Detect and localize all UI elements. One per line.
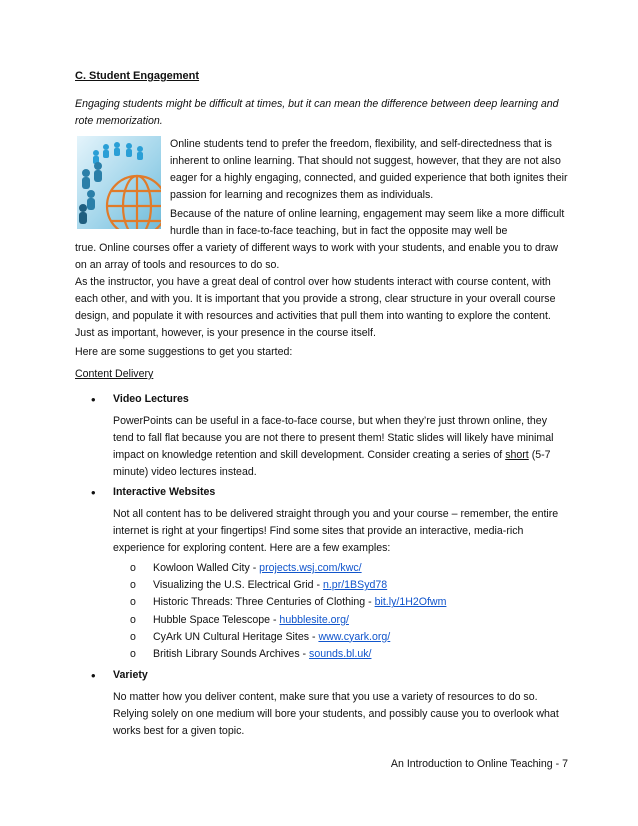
section-intro: Engaging students might be difficult at times, but it can mean the difference between deep learning and rote memorization. — [75, 98, 559, 127]
list-item — [130, 629, 446, 646]
example-label: Hubble Space Telescope - — [153, 613, 280, 626]
section-heading: C. Student Engagement — [75, 70, 200, 82]
example-link[interactable]: hubblesite.org/ — [279, 613, 349, 626]
example-label: Visualizing the U.S. Electrical Grid - — [153, 579, 323, 592]
example-link[interactable]: www.cyark.org/ — [318, 630, 391, 643]
list-item — [130, 594, 446, 611]
sub-bullet-icon: o — [130, 647, 136, 660]
example-link[interactable]: projects.wsj.com/kwc/ — [259, 562, 362, 574]
variety-text: No matter how you deliver content, make sure that you use a variety of resources to do so. Relying solely on one medium will bore your students, and possibly cause you to overlook what works best for a given topic. — [113, 691, 559, 737]
content-delivery-heading: Content Delivery — [75, 368, 154, 380]
interactive-websites-title: Interactive Websites — [113, 486, 216, 498]
example-link[interactable]: sounds.bl.uk/ — [309, 647, 372, 660]
globe-people-illustration-icon — [77, 136, 161, 229]
paragraph-instructor-control: As the instructor, you have a great deal of control over how students interact with course content, with each other, and with you. It is important that you provide a strong, clear structure in your overall course design, and populate it with resources and activities that pull them into wanting to explore the content. Just as important, however, is your presence in the course itself. — [75, 276, 556, 339]
example-label: Kowloon Walled City - — [153, 562, 260, 574]
page-footer: An Introduction to Online Teaching - 7 — [390, 758, 568, 770]
sub-bullet-icon: o — [130, 579, 136, 592]
sub-bullet-icon: o — [130, 630, 136, 643]
example-label: British Library Sounds Archives - — [153, 647, 310, 660]
bullet-icon: • — [91, 392, 96, 407]
example-label: Historic Threads: Three Centuries of Clothing - — [153, 596, 375, 609]
example-link[interactable]: n.pr/1BSyd78 — [322, 579, 388, 592]
paragraph-engagement-part2: true. Online courses offer a variety of different ways to work with your students, and enable you to draw on an array of tools and resources to do so. — [75, 242, 559, 271]
example-link[interactable]: bit.ly/1H2Ofwm — [374, 596, 447, 609]
sub-bullet-icon: o — [130, 596, 136, 609]
bullet-icon: • — [91, 668, 96, 683]
video-text-after: (5-7 minute) video lectures instead. — [113, 449, 551, 478]
video-text-emphasis: short — [505, 449, 529, 461]
video-lectures-text — [113, 413, 570, 481]
paragraph-suggestions: Here are some suggestions to get you started: — [75, 346, 293, 358]
video-text-before: PowerPoints can be useful in a face-to-face course, but when they’re just thrown online, they tend to fall flat because you are not there to present them! Static slides will likely have minimal impact on knowledge retention and skill development. Consider creating a series of — [113, 415, 554, 461]
list-item — [130, 646, 446, 663]
list-item — [130, 612, 446, 629]
list-item — [130, 560, 446, 577]
interactive-websites-text: Not all content has to be delivered straight through you and your course – remember, the entire internet is right at your fingertips! Find some sites that provide an interactive, media-rich experience for exploring content. Here are a few examples: — [113, 508, 559, 554]
video-lectures-title: Video Lectures — [113, 393, 189, 405]
sub-bullet-icon: o — [130, 613, 136, 626]
example-label: CyArk UN Cultural Heritage Sites - — [153, 630, 319, 643]
paragraph-online-students: Online students tend to prefer the freedom, flexibility, and self-directedness that is inherent to online learning. That should not suggest, however, that they are not also eager for a highly engaging, connected, and guided experience that both ignites their passion for learning and recognizes them as individuals. — [170, 138, 568, 201]
sub-bullet-icon: o — [130, 562, 136, 574]
paragraph-engagement-part1: Because of the nature of online learning, engagement may seem like a more difficult hurdle than in face-to-face teaching, but in fact the opposite may well be — [170, 208, 565, 237]
list-item — [130, 577, 446, 594]
variety-title: Variety — [113, 669, 148, 681]
website-examples-list — [130, 560, 446, 663]
bullet-icon: • — [91, 485, 96, 500]
